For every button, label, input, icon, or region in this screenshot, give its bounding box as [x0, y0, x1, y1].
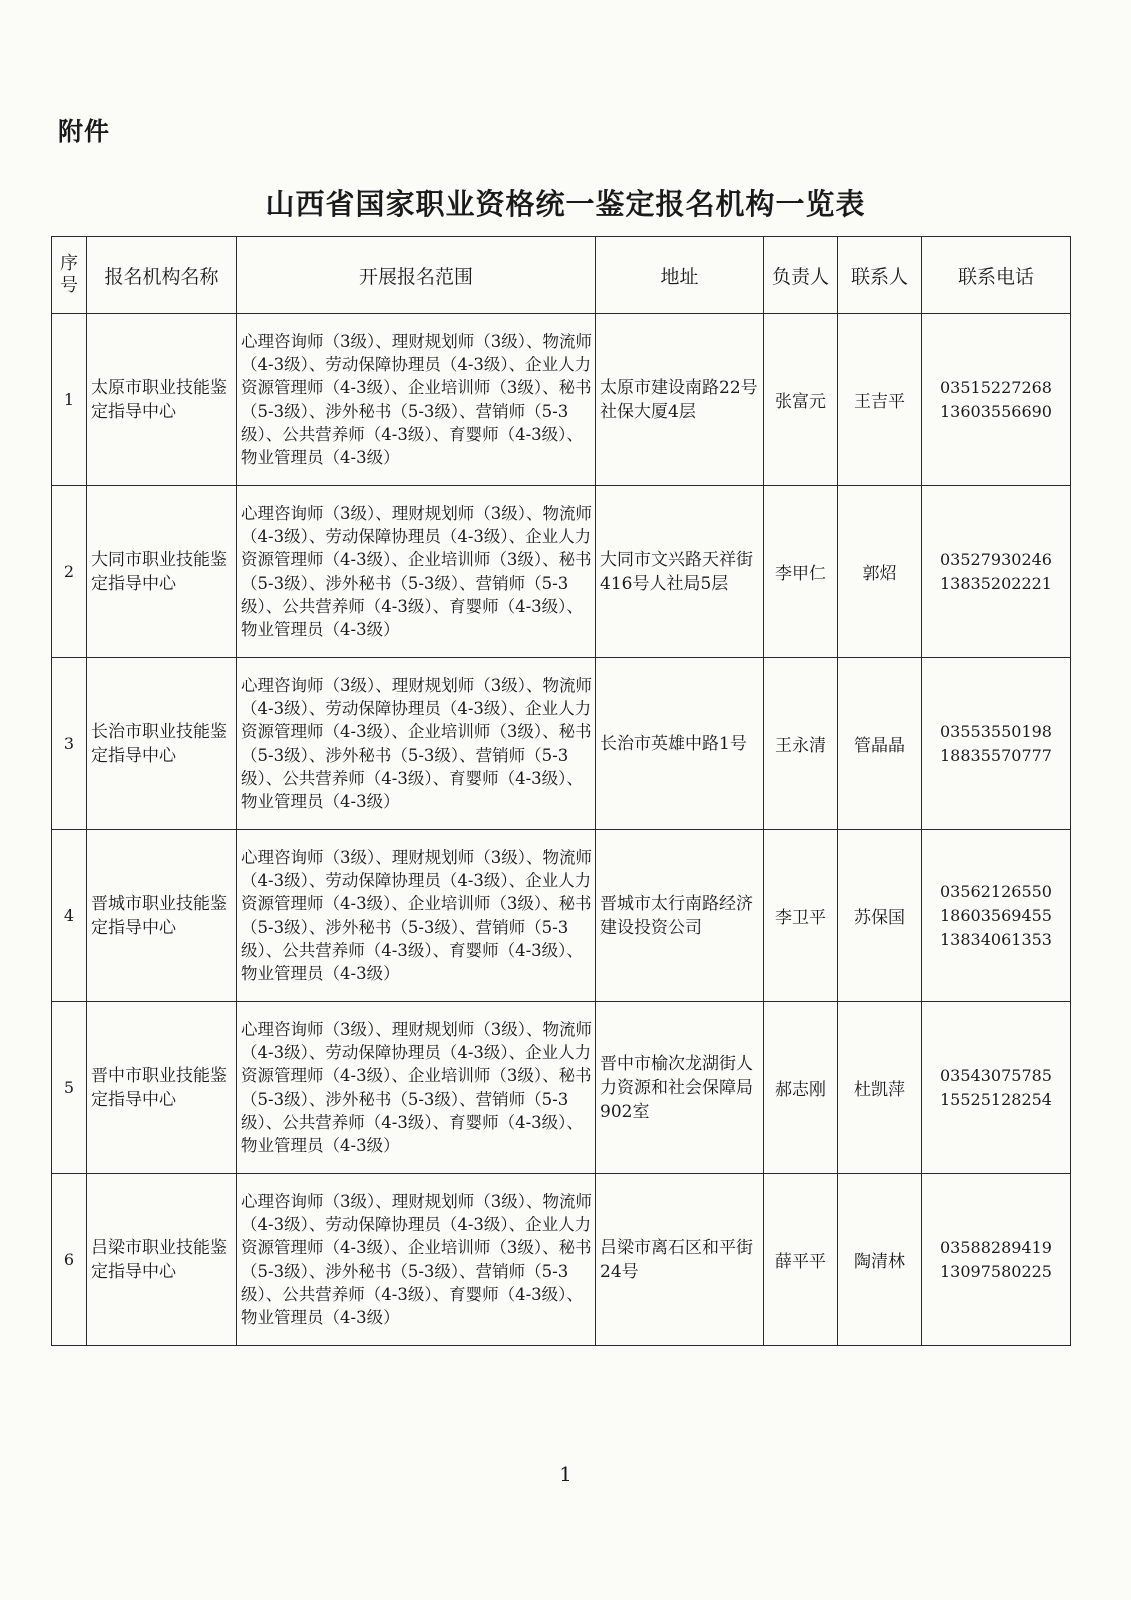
- row-no: 3: [52, 658, 87, 830]
- org-name: 大同市职业技能鉴定指导中心: [87, 486, 237, 658]
- header-no: 序号: [52, 237, 87, 314]
- row-no: 6: [52, 1174, 87, 1346]
- phone-number: 03562126550: [940, 881, 1052, 901]
- registration-scope: 心理咨询师（3级）、理财规划师（3级）、物流师（4-3级）、劳动保障协理员（4-3级）、企业人力资源管理师（4-3级）、企业培训师（3级）、秘书（5-3级）、涉外秘书（5-3级）、营销师（5-3级）、公共营养师（4-3级）、育婴师（4-3级）、物业管理员（4-3级）: [237, 658, 596, 830]
- phone-numbers: [922, 486, 1071, 658]
- header-org: 报名机构名称: [87, 237, 237, 314]
- row-no: 2: [52, 486, 87, 658]
- phone-number: 03553550198: [940, 721, 1052, 741]
- page-number: 1: [559, 1462, 572, 1486]
- table-row: [52, 1174, 1071, 1346]
- contact-name: 郭炤: [838, 486, 922, 658]
- table-row: [52, 830, 1071, 1002]
- address: 太原市建设南路22号社保大厦4层: [596, 314, 764, 486]
- table-header-row: [52, 237, 1071, 314]
- registration-scope: 心理咨询师（3级）、理财规划师（3级）、物流师（4-3级）、劳动保障协理员（4-3级）、企业人力资源管理师（4-3级）、企业培训师（3级）、秘书（5-3级）、涉外秘书（5-3级）、营销师（5-3级）、公共营养师（4-3级）、育婴师（4-3级）、物业管理员（4-3级）: [237, 1174, 596, 1346]
- phone-number: 15525128254: [940, 1089, 1052, 1109]
- org-name: 吕梁市职业技能鉴定指导中心: [87, 1174, 237, 1346]
- leader-name: 郝志刚: [764, 1002, 838, 1174]
- phone-number: 03543075785: [940, 1065, 1052, 1085]
- contact-name: 杜凯萍: [838, 1002, 922, 1174]
- table-row: [52, 486, 1071, 658]
- registration-agency-table: [51, 236, 1071, 1346]
- phone-numbers: [922, 1174, 1071, 1346]
- address: 吕梁市离石区和平街24号: [596, 1174, 764, 1346]
- org-name: 晋中市职业技能鉴定指导中心: [87, 1002, 237, 1174]
- registration-scope: 心理咨询师（3级）、理财规划师（3级）、物流师（4-3级）、劳动保障协理员（4-3级）、企业人力资源管理师（4-3级）、企业培训师（3级）、秘书（5-3级）、涉外秘书（5-3级）、营销师（5-3级）、公共营养师（4-3级）、育婴师（4-3级）、物业管理员（4-3级）: [237, 314, 596, 486]
- phone-numbers: [922, 1002, 1071, 1174]
- phone-number: 18835570777: [940, 745, 1052, 765]
- phone-number: 03527930246: [940, 549, 1052, 569]
- org-name: 长治市职业技能鉴定指导中心: [87, 658, 237, 830]
- row-no: 1: [52, 314, 87, 486]
- table-row: [52, 1002, 1071, 1174]
- table-row: [52, 658, 1071, 830]
- leader-name: 张富元: [764, 314, 838, 486]
- leader-name: 薛平平: [764, 1174, 838, 1346]
- registration-scope: 心理咨询师（3级）、理财规划师（3级）、物流师（4-3级）、劳动保障协理员（4-3级）、企业人力资源管理师（4-3级）、企业培训师（3级）、秘书（5-3级）、涉外秘书（5-3级）、营销师（5-3级）、公共营养师（4-3级）、育婴师（4-3级）、物业管理员（4-3级）: [237, 1002, 596, 1174]
- phone-number: 13834061353: [940, 929, 1052, 949]
- row-no: 4: [52, 830, 87, 1002]
- registration-scope: 心理咨询师（3级）、理财规划师（3级）、物流师（4-3级）、劳动保障协理员（4-3级）、企业人力资源管理师（4-3级）、企业培训师（3级）、秘书（5-3级）、涉外秘书（5-3级）、营销师（5-3级）、公共营养师（4-3级）、育婴师（4-3级）、物业管理员（4-3级）: [237, 486, 596, 658]
- leader-name: 李卫平: [764, 830, 838, 1002]
- leader-name: 王永清: [764, 658, 838, 830]
- address: 大同市文兴路天祥街416号人社局5层: [596, 486, 764, 658]
- document-title: 山西省国家职业资格统一鉴定报名机构一览表: [265, 187, 866, 221]
- header-leader: 负责人: [764, 237, 838, 314]
- phone-number: 13835202221: [940, 573, 1052, 593]
- phone-numbers: [922, 830, 1071, 1002]
- address: 晋中市榆次龙湖街人力资源和社会保障局902室: [596, 1002, 764, 1174]
- org-name: 晋城市职业技能鉴定指导中心: [87, 830, 237, 1002]
- address: 晋城市太行南路经济建设投资公司: [596, 830, 764, 1002]
- org-name: 太原市职业技能鉴定指导中心: [87, 314, 237, 486]
- address: 长治市英雄中路1号: [596, 658, 764, 830]
- phone-numbers: [922, 658, 1071, 830]
- registration-scope: 心理咨询师（3级）、理财规划师（3级）、物流师（4-3级）、劳动保障协理员（4-3级）、企业人力资源管理师（4-3级）、企业培训师（3级）、秘书（5-3级）、涉外秘书（5-3级）、营销师（5-3级）、公共营养师（4-3级）、育婴师（4-3级）、物业管理员（4-3级）: [237, 830, 596, 1002]
- header-scope: 开展报名范围: [237, 237, 596, 314]
- attachment-label: 附件: [58, 117, 111, 146]
- contact-name: 苏保国: [838, 830, 922, 1002]
- header-contact: 联系人: [838, 237, 922, 314]
- contact-name: 王吉平: [838, 314, 922, 486]
- phone-number: 18603569455: [940, 905, 1052, 925]
- phone-number: 03588289419: [940, 1237, 1052, 1257]
- contact-name: 陶清林: [838, 1174, 922, 1346]
- header-address: 地址: [596, 237, 764, 314]
- table-row: [52, 314, 1071, 486]
- phone-numbers: [922, 314, 1071, 486]
- phone-number: 13097580225: [940, 1261, 1052, 1281]
- leader-name: 李甲仁: [764, 486, 838, 658]
- row-no: 5: [52, 1002, 87, 1174]
- phone-number: 03515227268: [940, 377, 1052, 397]
- phone-number: 13603556690: [940, 401, 1052, 421]
- contact-name: 管晶晶: [838, 658, 922, 830]
- header-phone: 联系电话: [922, 237, 1071, 314]
